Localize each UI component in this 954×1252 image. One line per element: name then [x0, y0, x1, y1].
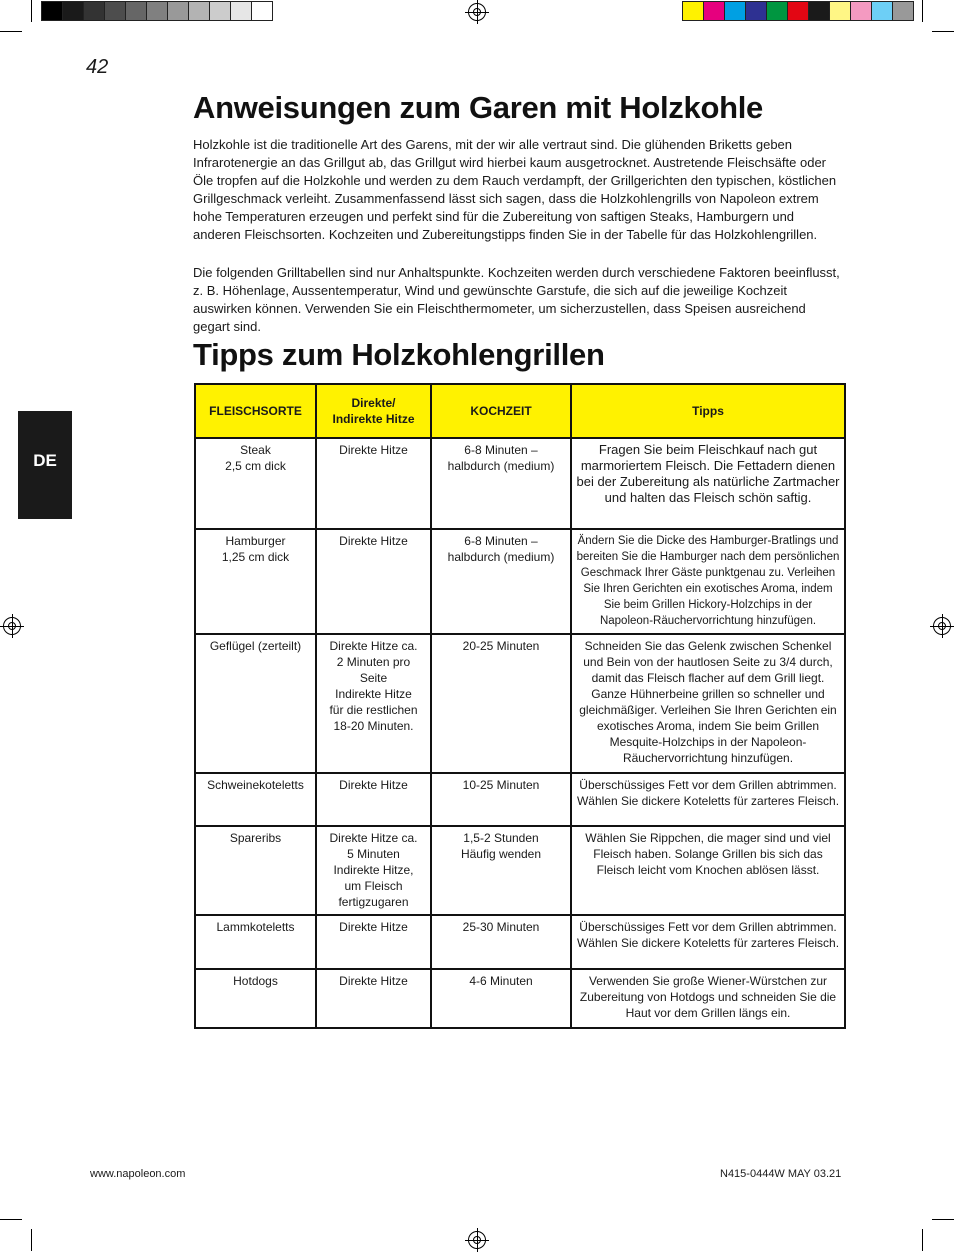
cell-heat-type: Direkte Hitze [316, 438, 431, 529]
registration-mark-icon [468, 1231, 486, 1249]
cell-cooking-time: 6-8 Minuten – halbdurch (medium) [431, 438, 571, 529]
header-cooking-time: KOCHZEIT [431, 384, 571, 438]
table-row [195, 438, 845, 529]
cell-tips: Schneiden Sie das Gelenk zwischen Schenkel und Bein von der hautlosen Seite zu 3/4 durch, damit das Fleisch flacher auf dem Grill liegt. Ganze Hühnerbeine grillen so schneller und gleichmäßiger. Verleihen Sie Ihren Gerichten ein exotisches Aroma, indem Sie beim Grillen Mesquite-Holzchips in der Napoleon-Räuchervorrichtung hinzufügen. [571, 634, 845, 773]
grilling-tips-table [194, 383, 846, 1029]
cell-heat-type: Direkte Hitze [316, 915, 431, 969]
color-swatch [83, 1, 105, 21]
cell-heat-type: Direkte Hitze [316, 969, 431, 1028]
color-swatch [230, 1, 252, 21]
footer-website: www.napoleon.com [90, 1168, 186, 1180]
cell-cooking-time: 4-6 Minuten [431, 969, 571, 1028]
registration-mark-icon [3, 617, 21, 635]
cell-tips: Wählen Sie Rippchen, die mager sind und viel Fleisch haben. Solange Grillen bis sich das Fleisch leicht vom Knochen ablösen lässt. [571, 826, 845, 915]
color-swatch [41, 1, 63, 21]
cell-meat-type: Geflügel (zerteilt) [195, 634, 316, 773]
cell-tips: Verwenden Sie große Wiener-Würstchen zur Zubereitung von Hotdogs und schneiden Sie die Haut vor dem Grillen längs ein. [571, 969, 845, 1028]
color-swatch [682, 1, 704, 21]
color-swatch [146, 1, 168, 21]
table-row [195, 826, 845, 915]
color-swatch [104, 1, 126, 21]
cell-tips: Überschüssiges Fett vor dem Grillen abtrimmen. Wählen Sie dickere Koteletts für zarteres Fleisch. [571, 773, 845, 826]
color-swatch [829, 1, 851, 21]
language-tab: DE [18, 411, 72, 519]
cell-heat-type: Direkte Hitze [316, 529, 431, 634]
table-row [195, 634, 845, 773]
color-swatch [62, 1, 84, 21]
crop-mark [31, 0, 32, 22]
cell-cooking-time: 25-30 Minuten [431, 915, 571, 969]
table-header-row [195, 384, 845, 438]
color-swatch [209, 1, 231, 21]
crop-mark [31, 1229, 32, 1251]
intro-paragraph-1: Holzkohle ist die traditionelle Art des Garens, mit der wir alle vertraut sind. Die glühenden Briketts geben Infrarotenergie an das Grillgut ab, das Grillgut wird hierbei kaum ausgetrocknet. Austretende Fleischsäfte oder Öle tropfen auf die Holzkohle und werden zu dem Rauch verdampft, der Grillgerichten den typischen, köstlichen Grillgeschmack verleiht. Zusammenfassend lässt sich sagen, dass die Holzkohlengrills von Napoleon extrem hohe Temperaturen erzeugen und perfekt sind für die Zubereitung von saftigen Steaks, Hamburgern und anderen Fleischsorten. Kochzeiten und Zubereitungstipps finden Sie in der Tabelle für das Holzkohlengrillen. [193, 137, 837, 242]
color-swatch [251, 1, 273, 21]
cell-meat-type: Hotdogs [195, 969, 316, 1028]
crop-mark [922, 0, 923, 22]
color-swatch [188, 1, 210, 21]
cell-heat-type: Direkte Hitze [316, 773, 431, 826]
page-number: 42 [86, 56, 109, 78]
section-title: Tipps zum Holzkohlengrillen [193, 337, 605, 372]
cell-tips: Ändern Sie die Dicke des Hamburger-Bratlings und bereiten Sie die Hamburger nach dem persönlichen Geschmack Ihrer Gäste punktgenau zu. Verleihen Sie Ihren Gerichten ein exotisches Aroma, indem Sie beim Grillen Hickory-Holzchips in der Napoleon-Räuchervorrichtung hinzufügen. [571, 529, 845, 634]
registration-mark-icon [933, 617, 951, 635]
table-row [195, 529, 845, 634]
crop-mark [932, 1219, 954, 1220]
cell-cooking-time: 20-25 Minuten [431, 634, 571, 773]
registration-mark-icon [468, 3, 486, 21]
cell-tips: Überschüssiges Fett vor dem Grillen abtrimmen. Wählen Sie dickere Koteletts für zarteres Fleisch. [571, 915, 845, 969]
table-row [195, 915, 845, 969]
cell-heat-type: Direkte Hitze ca. 2 Minuten pro Seite Indirekte Hitze für die restlichen 18-20 Minuten. [316, 634, 431, 773]
color-swatch [745, 1, 767, 21]
cell-meat-type: Schweinekoteletts [195, 773, 316, 826]
color-swatch [892, 1, 914, 21]
color-swatch [808, 1, 830, 21]
crop-mark [932, 31, 954, 32]
crop-mark [922, 1229, 923, 1251]
crop-mark [0, 31, 22, 32]
header-tips: Tipps [571, 384, 845, 438]
color-swatch [724, 1, 746, 21]
cell-meat-type: Lammkoteletts [195, 915, 316, 969]
page-title: Anweisungen zum Garen mit Holzkohle [193, 90, 763, 125]
table-row [195, 773, 845, 826]
color-swatch [125, 1, 147, 21]
cell-meat-type: Spareribs [195, 826, 316, 915]
color-swatch [850, 1, 872, 21]
color-swatch [787, 1, 809, 21]
cell-heat-type: Direkte Hitze ca. 5 Minuten Indirekte Hitze, um Fleisch fertigzugaren [316, 826, 431, 915]
header-heat-type: Direkte/ Indirekte Hitze [316, 384, 431, 438]
footer-document-code: N415-0444W MAY 03.21 [720, 1168, 842, 1180]
cell-meat-type: Steak 2,5 cm dick [195, 438, 316, 529]
table-row [195, 969, 845, 1028]
header-meat-type: FLEISCHSORTE [195, 384, 316, 438]
color-swatch [167, 1, 189, 21]
cell-meat-type: Hamburger 1,25 cm dick [195, 529, 316, 634]
cell-cooking-time: 1,5-2 Stunden Häufig wenden [431, 826, 571, 915]
color-swatch [871, 1, 893, 21]
crop-mark [0, 1219, 22, 1220]
intro-paragraph-2: Die folgenden Grilltabellen sind nur Anhaltspunkte. Kochzeiten werden durch verschiedene Faktoren beeinflusst, z. B. Höhenlage, Aussentemperatur, Wind und gewünschte Garstufe, die sich auf die jeweilige Kochzeit auswirken können. Verwenden Sie ein Fleischthermometer, um sicherzustellen, dass Speisen ausreichend gegart sind. [193, 265, 840, 334]
cell-cooking-time: 10-25 Minuten [431, 773, 571, 826]
cell-cooking-time: 6-8 Minuten – halbdurch (medium) [431, 529, 571, 634]
cell-tips: Fragen Sie beim Fleischkauf nach gut marmoriertem Fleisch. Die Fettadern dienen bei der Zubereitung als natürliche Zartmacher und halten das Fleisch schön saftig. [571, 438, 845, 529]
color-swatch [703, 1, 725, 21]
color-swatch [766, 1, 788, 21]
